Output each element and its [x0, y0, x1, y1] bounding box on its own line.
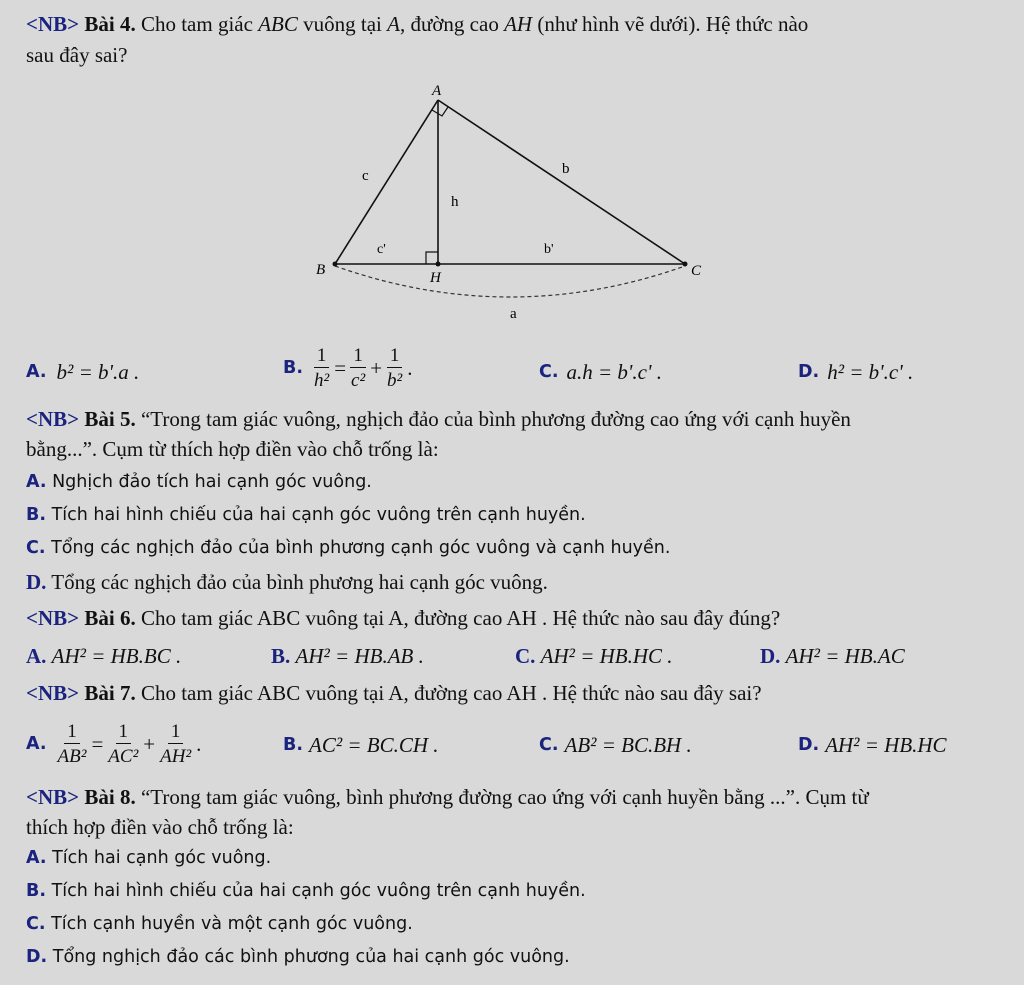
fraction — [55, 722, 90, 766]
option-letter: B. — [26, 505, 46, 525]
question-number: Bài 4. — [84, 12, 136, 36]
label-side-b: b — [562, 161, 570, 177]
nb-tag: <NB> — [26, 606, 80, 630]
denominator: h² — [314, 370, 330, 391]
option-letter: D. — [798, 735, 820, 755]
numerator: 1 — [168, 722, 184, 744]
question-number: Bài 5. — [84, 407, 136, 431]
b7-option-a[interactable]: A. $\frac{1}{\text{AB²}}$ = $\frac{1}{\text{AC²}}$ + $\frac{1}{\text{AH²}}$ . — [26, 721, 202, 767]
b7-option-b[interactable] — [283, 730, 439, 760]
option-letter: A. — [26, 362, 47, 382]
fraction — [311, 346, 332, 390]
option-letter: D. — [798, 362, 820, 382]
b4-option-a[interactable] — [26, 357, 139, 387]
b6-option-c[interactable] — [515, 644, 673, 669]
b8-option-b[interactable] — [26, 881, 586, 901]
question-number: Bài 7. — [84, 681, 136, 705]
label-side-a: a — [510, 306, 517, 322]
numerator: 1 — [387, 346, 403, 368]
text: “Trong tam giác vuông, bình phương đường cao ứng với cạnh huyền bằng ...”. Cụm từ — [135, 785, 869, 809]
numerator: 1 — [314, 346, 330, 368]
denominator: AH² — [160, 746, 192, 767]
b4-option-d[interactable] — [798, 357, 913, 387]
text: Cho tam giác ABC vuông tại A, đường cao AH . Hệ thức nào sau đây sai? — [135, 681, 762, 705]
side-ac — [438, 100, 685, 264]
b7-line1 — [26, 681, 762, 706]
option-text: Tích hai hình chiếu của hai cạnh góc vuông trên cạnh huyền. — [46, 881, 586, 901]
b8-option-a[interactable] — [26, 848, 271, 868]
question-number: Bài 6. — [84, 606, 136, 630]
option-expr: AH² = HB.AB . — [295, 644, 424, 668]
point-h — [436, 262, 441, 267]
text: “Trong tam giác vuông, nghịch đảo của bình phương đường cao ứng với cạnh huyền — [135, 407, 851, 431]
text: Cho tam giác — [140, 12, 259, 36]
option-text: Tổng các nghịch đảo của bình phương hai cạnh góc vuông. — [46, 570, 548, 594]
math: AH — [504, 12, 533, 36]
option-expr: b² = b'.a . — [56, 359, 140, 384]
option-letter: B. — [283, 358, 303, 378]
option-text: Tích cạnh huyền và một cạnh góc vuông. — [45, 914, 413, 934]
b5-option-c[interactable] — [26, 538, 670, 558]
option-expr: AB² = BC.BH . — [564, 732, 692, 757]
option-letter: B. — [283, 735, 303, 755]
option-expr: h² = b'.c' . — [827, 359, 914, 384]
option-expr: AH² = HB.HC — [825, 732, 947, 757]
question-number: Bài 8. — [84, 785, 136, 809]
option-expr: AH² = HB.HC . — [540, 644, 673, 668]
option-letter: C. — [515, 644, 536, 668]
denominator: AC² — [108, 746, 139, 767]
point-c — [683, 262, 688, 267]
point-b — [333, 262, 338, 267]
label-h-height: h — [451, 194, 459, 210]
option-letter: C. — [26, 538, 46, 558]
side-a-arc — [335, 266, 685, 297]
fraction — [157, 722, 194, 766]
option-letter: A. — [26, 848, 47, 868]
option-letter: A. — [26, 644, 47, 668]
nb-tag: <NB> — [26, 12, 80, 36]
b5-line2: bằng...”. Cụm từ thích hợp điền vào chỗ trống là: — [26, 437, 439, 461]
numerator: 1 — [350, 346, 366, 368]
text: vuông tại — [297, 12, 388, 36]
option-text: Tích hai hình chiếu của hai cạnh góc vuông trên cạnh huyền. — [46, 505, 586, 525]
b5-line1 — [26, 407, 851, 432]
b4-line2: sau đây sai? — [26, 43, 128, 67]
b6-option-a[interactable] — [26, 644, 181, 669]
label-b: B — [316, 262, 326, 278]
option-letter: B. — [271, 644, 291, 668]
option-expr: AH² = HB.BC . — [51, 644, 182, 668]
text: (như hình vẽ dưới). Hệ thức nào — [532, 12, 809, 36]
option-text: Nghịch đảo tích hai cạnh góc vuông. — [46, 472, 372, 492]
denominator: c² — [351, 370, 366, 391]
label-side-c: c — [362, 168, 369, 184]
side-ab — [335, 100, 438, 264]
right-angle-mark-a — [432, 107, 448, 116]
text: , đường cao — [399, 12, 505, 36]
b6-line1 — [26, 606, 780, 631]
denominator: b² — [387, 370, 403, 391]
option-text: Tích hai cạnh góc vuông. — [46, 848, 272, 868]
b4-line1 — [26, 12, 808, 37]
b6-option-b[interactable] — [271, 644, 424, 669]
b8-line1 — [26, 785, 869, 810]
right-angle-mark-h — [426, 252, 438, 264]
numerator: 1 — [116, 722, 132, 744]
option-letter: C. — [539, 735, 559, 755]
nb-tag: <NB> — [26, 407, 80, 431]
option-letter: C. — [26, 914, 46, 934]
label-a: A — [432, 83, 442, 99]
nb-tag: <NB> — [26, 785, 80, 809]
b5-option-d[interactable] — [26, 570, 548, 595]
b5-option-b[interactable] — [26, 505, 586, 525]
label-c: C — [691, 263, 702, 279]
math: ABC — [258, 12, 298, 36]
denominator: AB² — [57, 746, 87, 767]
option-letter: D. — [26, 570, 47, 594]
b5-option-a[interactable] — [26, 472, 372, 492]
numerator: 1 — [64, 722, 80, 744]
b6-option-d[interactable] — [760, 644, 905, 669]
option-letter: C. — [539, 362, 559, 382]
option-expr: AH² = HB.AC — [785, 644, 905, 668]
option-letter: D. — [26, 947, 48, 967]
label-c-prime: c' — [377, 242, 386, 257]
option-expr: a.h = b'.c' . — [566, 359, 662, 384]
fraction — [348, 346, 368, 390]
b4-option-c[interactable] — [539, 357, 662, 387]
option-letter: D. — [760, 644, 781, 668]
b7-option-d[interactable] — [798, 730, 947, 760]
option-text: Tổng các nghịch đảo của bình phương cạnh góc vuông và cạnh huyền. — [45, 538, 671, 558]
right-triangle-figure — [300, 78, 720, 328]
b8-option-d[interactable] — [26, 947, 570, 967]
math: A — [387, 12, 400, 36]
option-letter: A. — [26, 734, 47, 754]
b8-line2: thích hợp điền vào chỗ trống là: — [26, 815, 294, 839]
option-expr: AC² = BC.CH . — [309, 732, 439, 757]
b4-option-b[interactable]: B. $\frac{1}{\text{h²}}$ = $\frac{1}{\text{c²}}$ + $\frac{1}{\text{b²}}$ . — [283, 345, 413, 391]
b8-option-c[interactable] — [26, 914, 413, 934]
option-letter: B. — [26, 881, 46, 901]
b7-option-c[interactable] — [539, 730, 692, 760]
nb-tag: <NB> — [26, 681, 80, 705]
text: Cho tam giác ABC vuông tại A, đường cao AH . Hệ thức nào sau đây đúng? — [135, 606, 781, 630]
fraction — [384, 346, 405, 390]
option-text: Tổng nghịch đảo các bình phương của hai cạnh góc vuông. — [47, 947, 570, 967]
fraction — [105, 722, 141, 766]
label-b-prime: b' — [544, 242, 554, 257]
option-letter: A. — [26, 472, 47, 492]
label-h: H — [430, 270, 441, 286]
